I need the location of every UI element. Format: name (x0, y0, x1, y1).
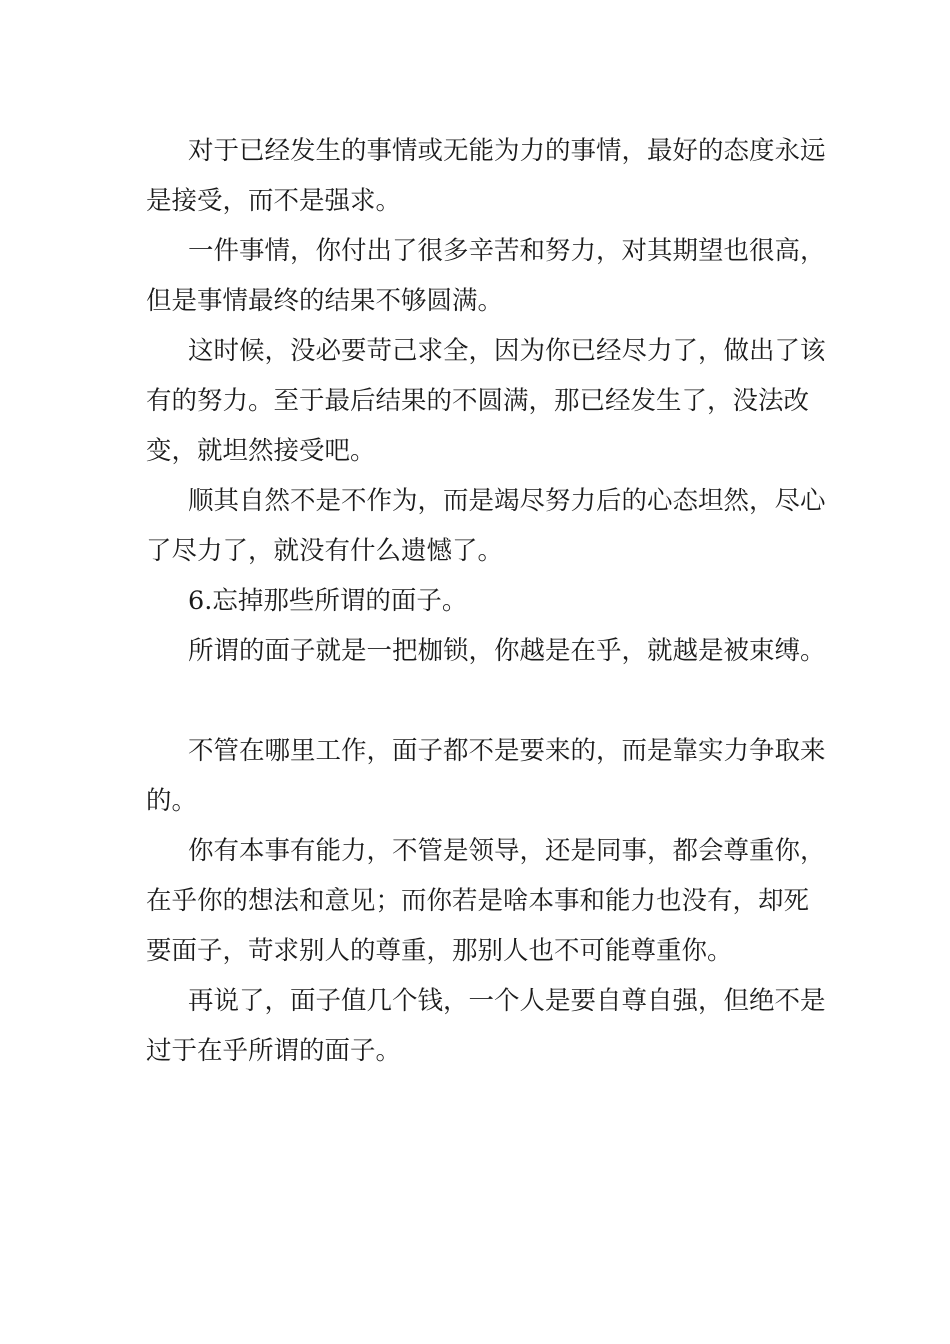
paragraph-2: 一件事情，你付出了很多辛苦和努力，对其期望也很高，但是事情最终的结果不够圆满。 (146, 236, 826, 316)
paragraph-7: 你有本事有能力，不管是领导，还是同事，都会尊重你，在乎你的想法和意见；而你若是啥本事和能力也没有，却死要面子，苛求别人的尊重，那别人也不可能尊重你。 (146, 836, 826, 966)
paragraph-1: 对于已经发生的事情或无能为力的事情，最好的态度永远是接受，而不是强求。 (146, 136, 826, 216)
paragraph-8: 再说了，面子值几个钱，一个人是要自尊自强，但绝不是过于在乎所谓的面子。 (146, 986, 826, 1066)
paragraph-6: 不管在哪里工作，面子都不是要来的，而是靠实力争取来的。 (146, 736, 826, 816)
document-body (146, 126, 826, 1076)
paragraph-5: 所谓的面子就是一把枷锁，你越是在乎，就越是被束缚。 (188, 636, 826, 666)
section-heading: 6.忘掉那些所谓的面子。 (188, 586, 468, 616)
paragraph-3: 这时候，没必要苛己求全，因为你已经尽力了，做出了该有的努力。至于最后结果的不圆满，那已经发生了，没法改变，就坦然接受吧。 (146, 336, 826, 466)
paragraph-4: 顺其自然不是不作为，而是竭尽努力后的心态坦然，尽心了尽力了，就没有什么遗憾了。 (146, 486, 826, 566)
blank-line (146, 676, 826, 726)
